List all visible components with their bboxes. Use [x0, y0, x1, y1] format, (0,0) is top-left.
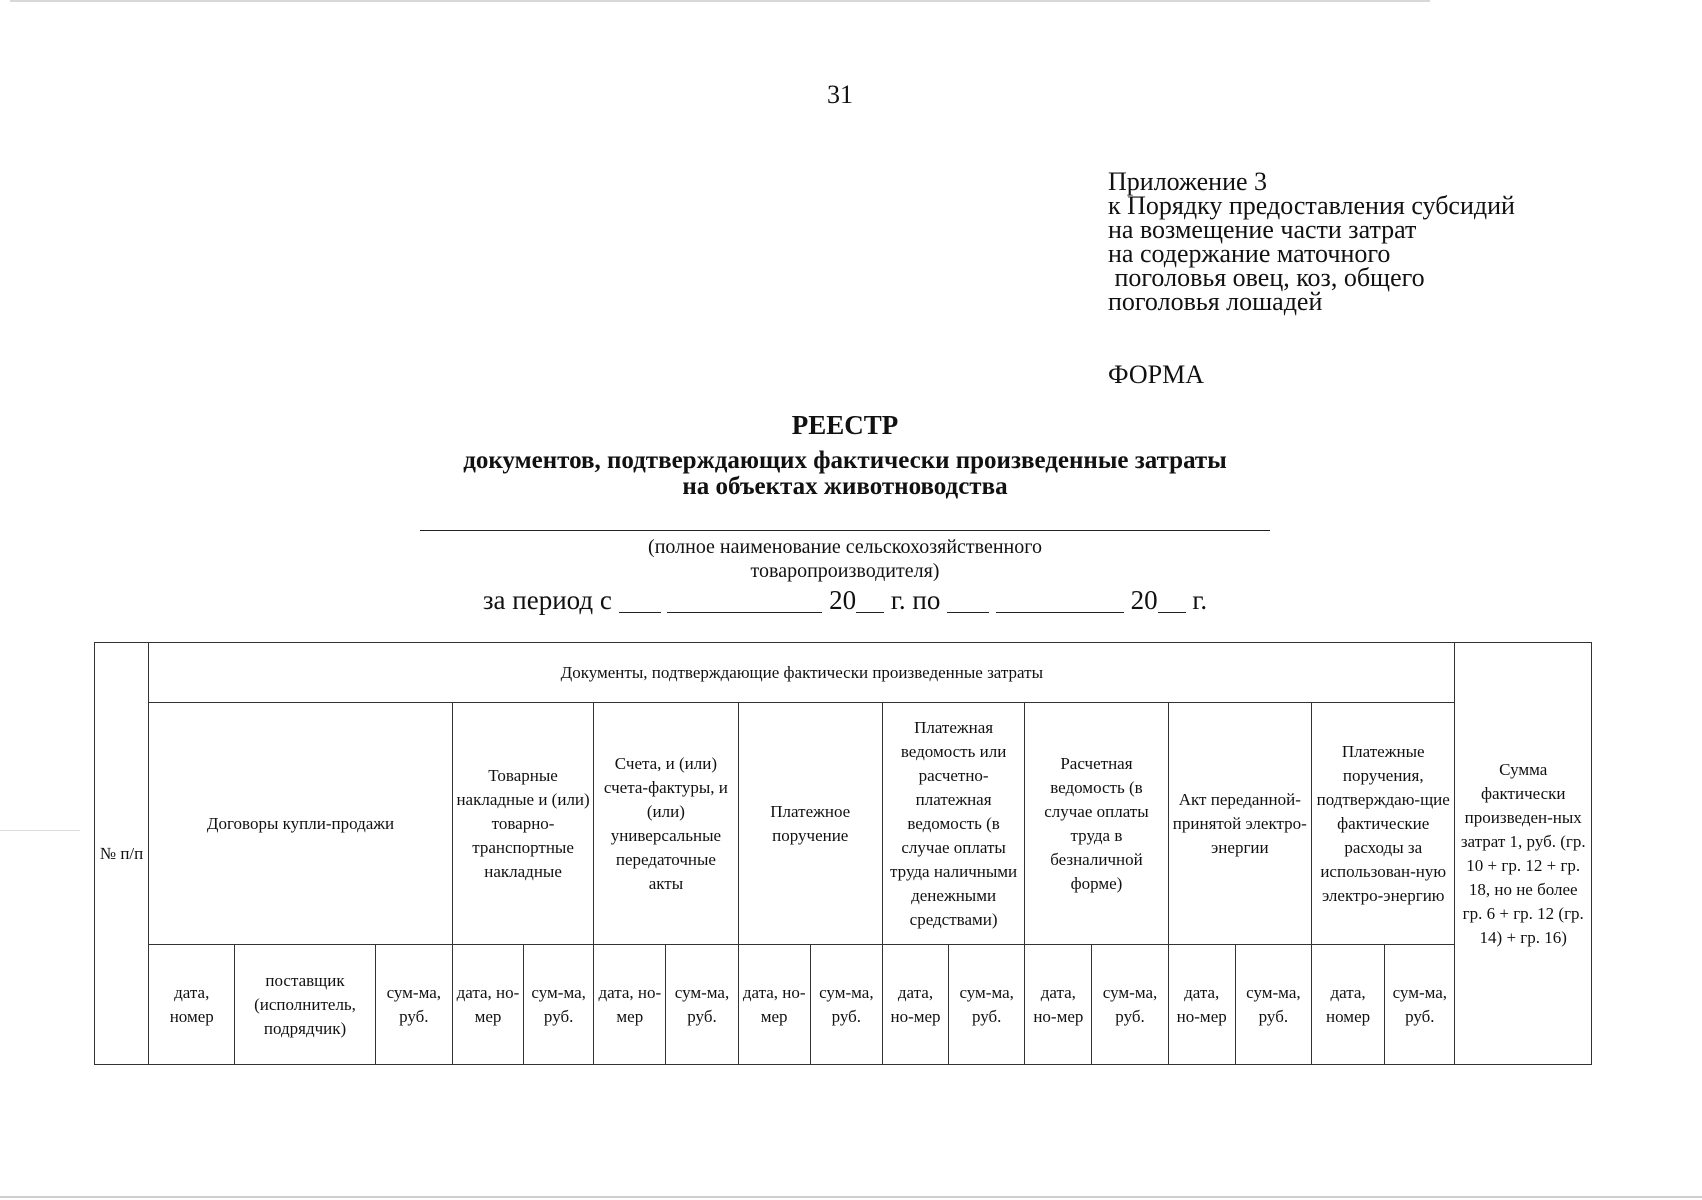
appendix-line: на содержание маточного	[1108, 239, 1391, 268]
period-prefix: за период с	[482, 585, 619, 615]
registry-table	[94, 642, 1592, 1065]
sub-header-cell: сум-ма, руб.	[1235, 945, 1311, 1065]
scan-edge-left	[0, 830, 80, 831]
column-header-doc-type: Счета, и (или) счета-фактуры, и (или) универсальные передаточные акты	[594, 703, 738, 945]
appendix-block	[1108, 167, 1515, 316]
column-header-total-sum: Сумма фактически произведен-ных затрат 1, руб. (гр. 10 + гр. 12 + гр. 18, но не более гр. 6 + гр. 12 (гр. 14) + гр. 16)	[1455, 643, 1592, 1065]
producer-name-caption	[420, 535, 1270, 583]
appendix-line: Приложение 3	[1108, 167, 1268, 196]
column-header-doc-type: Платежная ведомость или расчетно-платежная ведомость (в случае оплаты труда наличными денежными средствами)	[882, 703, 1024, 945]
producer-name-line	[420, 530, 1270, 531]
start-year-blank	[856, 588, 884, 613]
column-header-doc-type: Акт переданной-принятой электро-энергии	[1168, 703, 1311, 945]
end-year-blank	[1158, 588, 1186, 613]
caption-line-1: (полное наименование сельскохозяйственного	[648, 536, 1042, 558]
column-header-number: № п/п	[95, 643, 149, 1065]
subtitle-line-1: документов, подтверждающих фактически произведенные затраты	[463, 447, 1227, 474]
registry-table-wrap	[94, 642, 1592, 1065]
subtitle-line-2: на объектах животноводства	[682, 473, 1008, 500]
period-line	[0, 585, 1690, 616]
sub-header-cell: дата, но-мер	[452, 945, 523, 1065]
sub-header-cell: сум-ма, руб.	[1385, 945, 1455, 1065]
appendix-line: поголовья овец, коз, общего	[1108, 263, 1425, 292]
caption-line-2: товаропроизводителя)	[750, 560, 940, 582]
period-suffix: г.	[1185, 585, 1208, 615]
sub-header-cell: дата, но-мер	[594, 945, 666, 1065]
column-header-doc-type: Платежные поручения, подтверждаю-щие фактические расходы за использован-ную электро-энергию	[1311, 703, 1454, 945]
sub-header-cell: сум-ма, руб.	[666, 945, 738, 1065]
sub-header-cell: сум-ма, руб.	[810, 945, 882, 1065]
sub-header-cell: сум-ма, руб.	[949, 945, 1025, 1065]
appendix-line: к Порядку предоставления субсидий	[1108, 191, 1515, 220]
documents-group-header: Документы, подтверждающие фактически произведенные затраты	[149, 643, 1455, 703]
start-day-blank	[619, 588, 661, 613]
document-subtitle	[0, 448, 1690, 500]
appendix-line: поголовья лошадей	[1108, 287, 1323, 316]
appendix-line: на возмещение части затрат	[1108, 215, 1417, 244]
period-middle: г. по	[884, 585, 948, 615]
document-title: РЕЕСТР	[791, 410, 899, 440]
column-header-doc-type: Договоры купли-продажи	[149, 703, 453, 945]
sub-header-cell: дата, номер	[1311, 945, 1384, 1065]
scan-edge-top	[10, 0, 1430, 2]
sub-header-cell: дата, но-мер	[1025, 945, 1092, 1065]
sub-header-cell: дата, но-мер	[882, 945, 948, 1065]
sub-header-cell: сум-ма, руб.	[375, 945, 452, 1065]
sub-header-cell: сум-ма, руб.	[1092, 945, 1168, 1065]
page-number: 31	[827, 80, 853, 109]
end-day-blank	[947, 588, 989, 613]
column-header-doc-type: Расчетная ведомость (в случае оплаты труда в безналичной форме)	[1025, 703, 1168, 945]
sub-header-cell: поставщик (исполнитель, подрядчик)	[235, 945, 375, 1065]
sub-header-cell: дата, номер	[149, 945, 235, 1065]
column-header-doc-type: Товарные накладные и (или) товарно-транспортные накладные	[452, 703, 593, 945]
scan-edge-bottom	[0, 1196, 1702, 1198]
form-label: ФОРМА	[1108, 360, 1204, 389]
sub-header-cell: сум-ма, руб.	[524, 945, 594, 1065]
end-year-prefix: 20	[1130, 585, 1158, 615]
end-month-blank	[996, 588, 1124, 613]
sub-header-cell: дата, но-мер	[738, 945, 810, 1065]
sub-header-cell: дата, но-мер	[1168, 945, 1235, 1065]
column-header-doc-type: Платежное поручение	[738, 703, 882, 945]
start-month-blank	[667, 588, 822, 613]
start-year-prefix: 20	[829, 585, 857, 615]
